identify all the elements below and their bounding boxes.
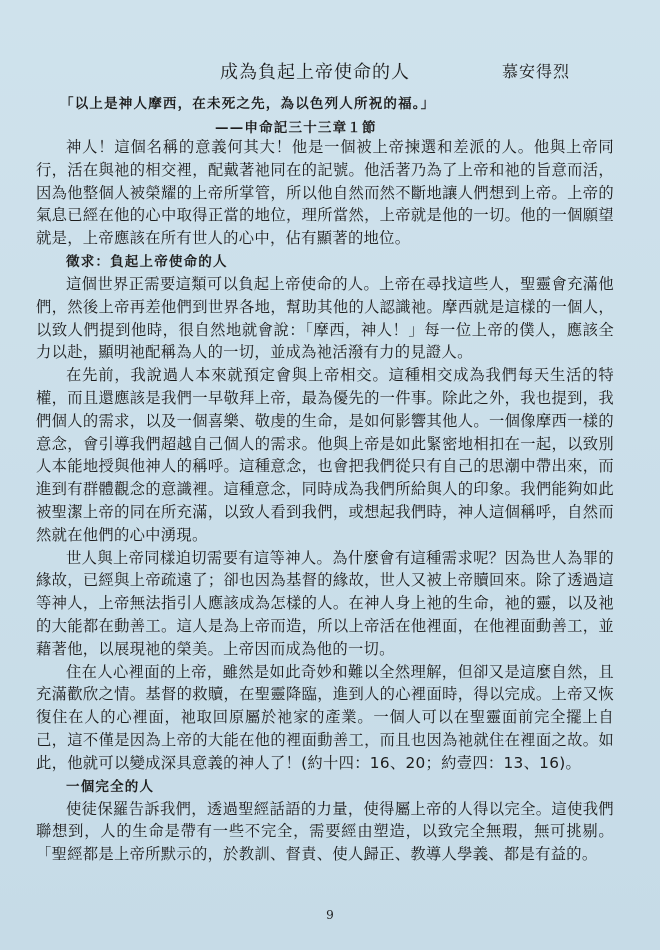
author-name: 慕安得烈: [502, 62, 571, 81]
paragraph: 住在人心裡面的上帝，雖然是如此奇妙和難以全然理解，但卻又是這麼自然，且充滿歡欣之情。基督的救贖，在聖靈降臨，進到人的心裡面時，得以完成。上帝又恢復住在人的心裡面，祂取回原屬於祂家的產業。一個人可以在聖靈面前完全擺上自己，這不僅是因為上帝的大能在他的裡面動善工，而且也因為祂就住在裡面之故。如此，他就可以變成深具意義的神人了！(約十四：16、20；約壹四：13、16)。: [36, 662, 614, 772]
paragraph: 神人！這個名稱的意義何其大！他是一個被上帝揀選和差派的人。他與上帝同行，活在與祂的相交裡，配戴著祂同在的記號。他活著乃為了上帝和祂的旨意而活，因為他整個人被榮耀的上帝所掌管，所以他自然而然不斷地讓人們想到上帝。上帝的氣息已經在他的心中取得正當的地位，理所當然，上帝就是他的一切。他的一個願望就是，上帝應該在所有世人的心中，佔有顯著的地位。: [36, 138, 614, 248]
epigraph-reference: ——申命記三十三章１節: [215, 120, 377, 136]
page-header: [0, 58, 660, 88]
article-body: [36, 136, 614, 866]
article-title: 成為負起上帝使命的人: [220, 62, 410, 83]
epigraph-quote: 「以上是神人摩西，在未死之先，為以色列人所祝的福。」: [60, 96, 436, 112]
paragraph: 在先前，我說過人本來就預定會與上帝相交。這種相交成為我們每天生活的特權，而且還應該是我們一早敬拜上帝，最為優先的一件事。除此之外，我也提到，我們個人的需求，以及一個喜樂、敬虔的生命，是如何影響其他人。一個像摩西一樣的意念，會引導我們超越自己個人的需求。他與上帝是如此緊密地相扣在一起，以致別人本能地授與他神人的稱呼。這種意念，也會把我們從只有自己的思潮中帶出來，而進到有群體觀念的意識裡。這種意念，同時成為我們所給與人的印象。我們能夠如此被聖潔上帝的同在所充滿，以致人看到我們，或想起我們時，神人這個稱呼，自然而然就在他們的心中湧現。: [36, 366, 614, 544]
paragraph: 世人與上帝同樣迫切需要有這等神人。為什麼會有這種需求呢？因為世人為罪的緣故，已經與上帝疏遠了；卻也因為基督的緣故，世人又被上帝贖回來。除了透過這等神人，上帝無法指引人應該成為怎樣的人。在神人身上祂的生命，祂的靈，以及祂的大能都在動善工。這人是為上帝而造，所以上帝活在他裡面，在他裡面動善工，並藉著他，以展現祂的榮美。上帝因而成為他的一切。: [36, 548, 614, 658]
section-heading: 一個完全的人: [66, 778, 155, 795]
paragraph: 這個世界正需要這類可以負起上帝使命的人。上帝在尋找這些人，聖靈會充滿他們，然後上帝再差他們到世界各地，幫助其他的人認識祂。摩西就是這樣的一個人，以致人們提到他時，很自然地就會說：「摩西，神人！」每一位上帝的僕人，應該全力以赴，顯明祂配稱為人的一切，並成為祂活潑有力的見證人。: [36, 274, 614, 362]
section-heading: 徵求：負起上帝使命的人: [66, 253, 228, 270]
paragraph: 使徒保羅告訴我們，透過聖經話語的力量，使得屬上帝的人得以完全。這使我們聯想到，人的生命是帶有一些不完全，需要經由塑造，以致完全無瑕，無可挑剔。「聖經都是上帝所默示的，於教訓、督責、使人歸正、教導人學義、都是有益的。: [36, 799, 614, 864]
page-number: 9: [326, 908, 334, 922]
